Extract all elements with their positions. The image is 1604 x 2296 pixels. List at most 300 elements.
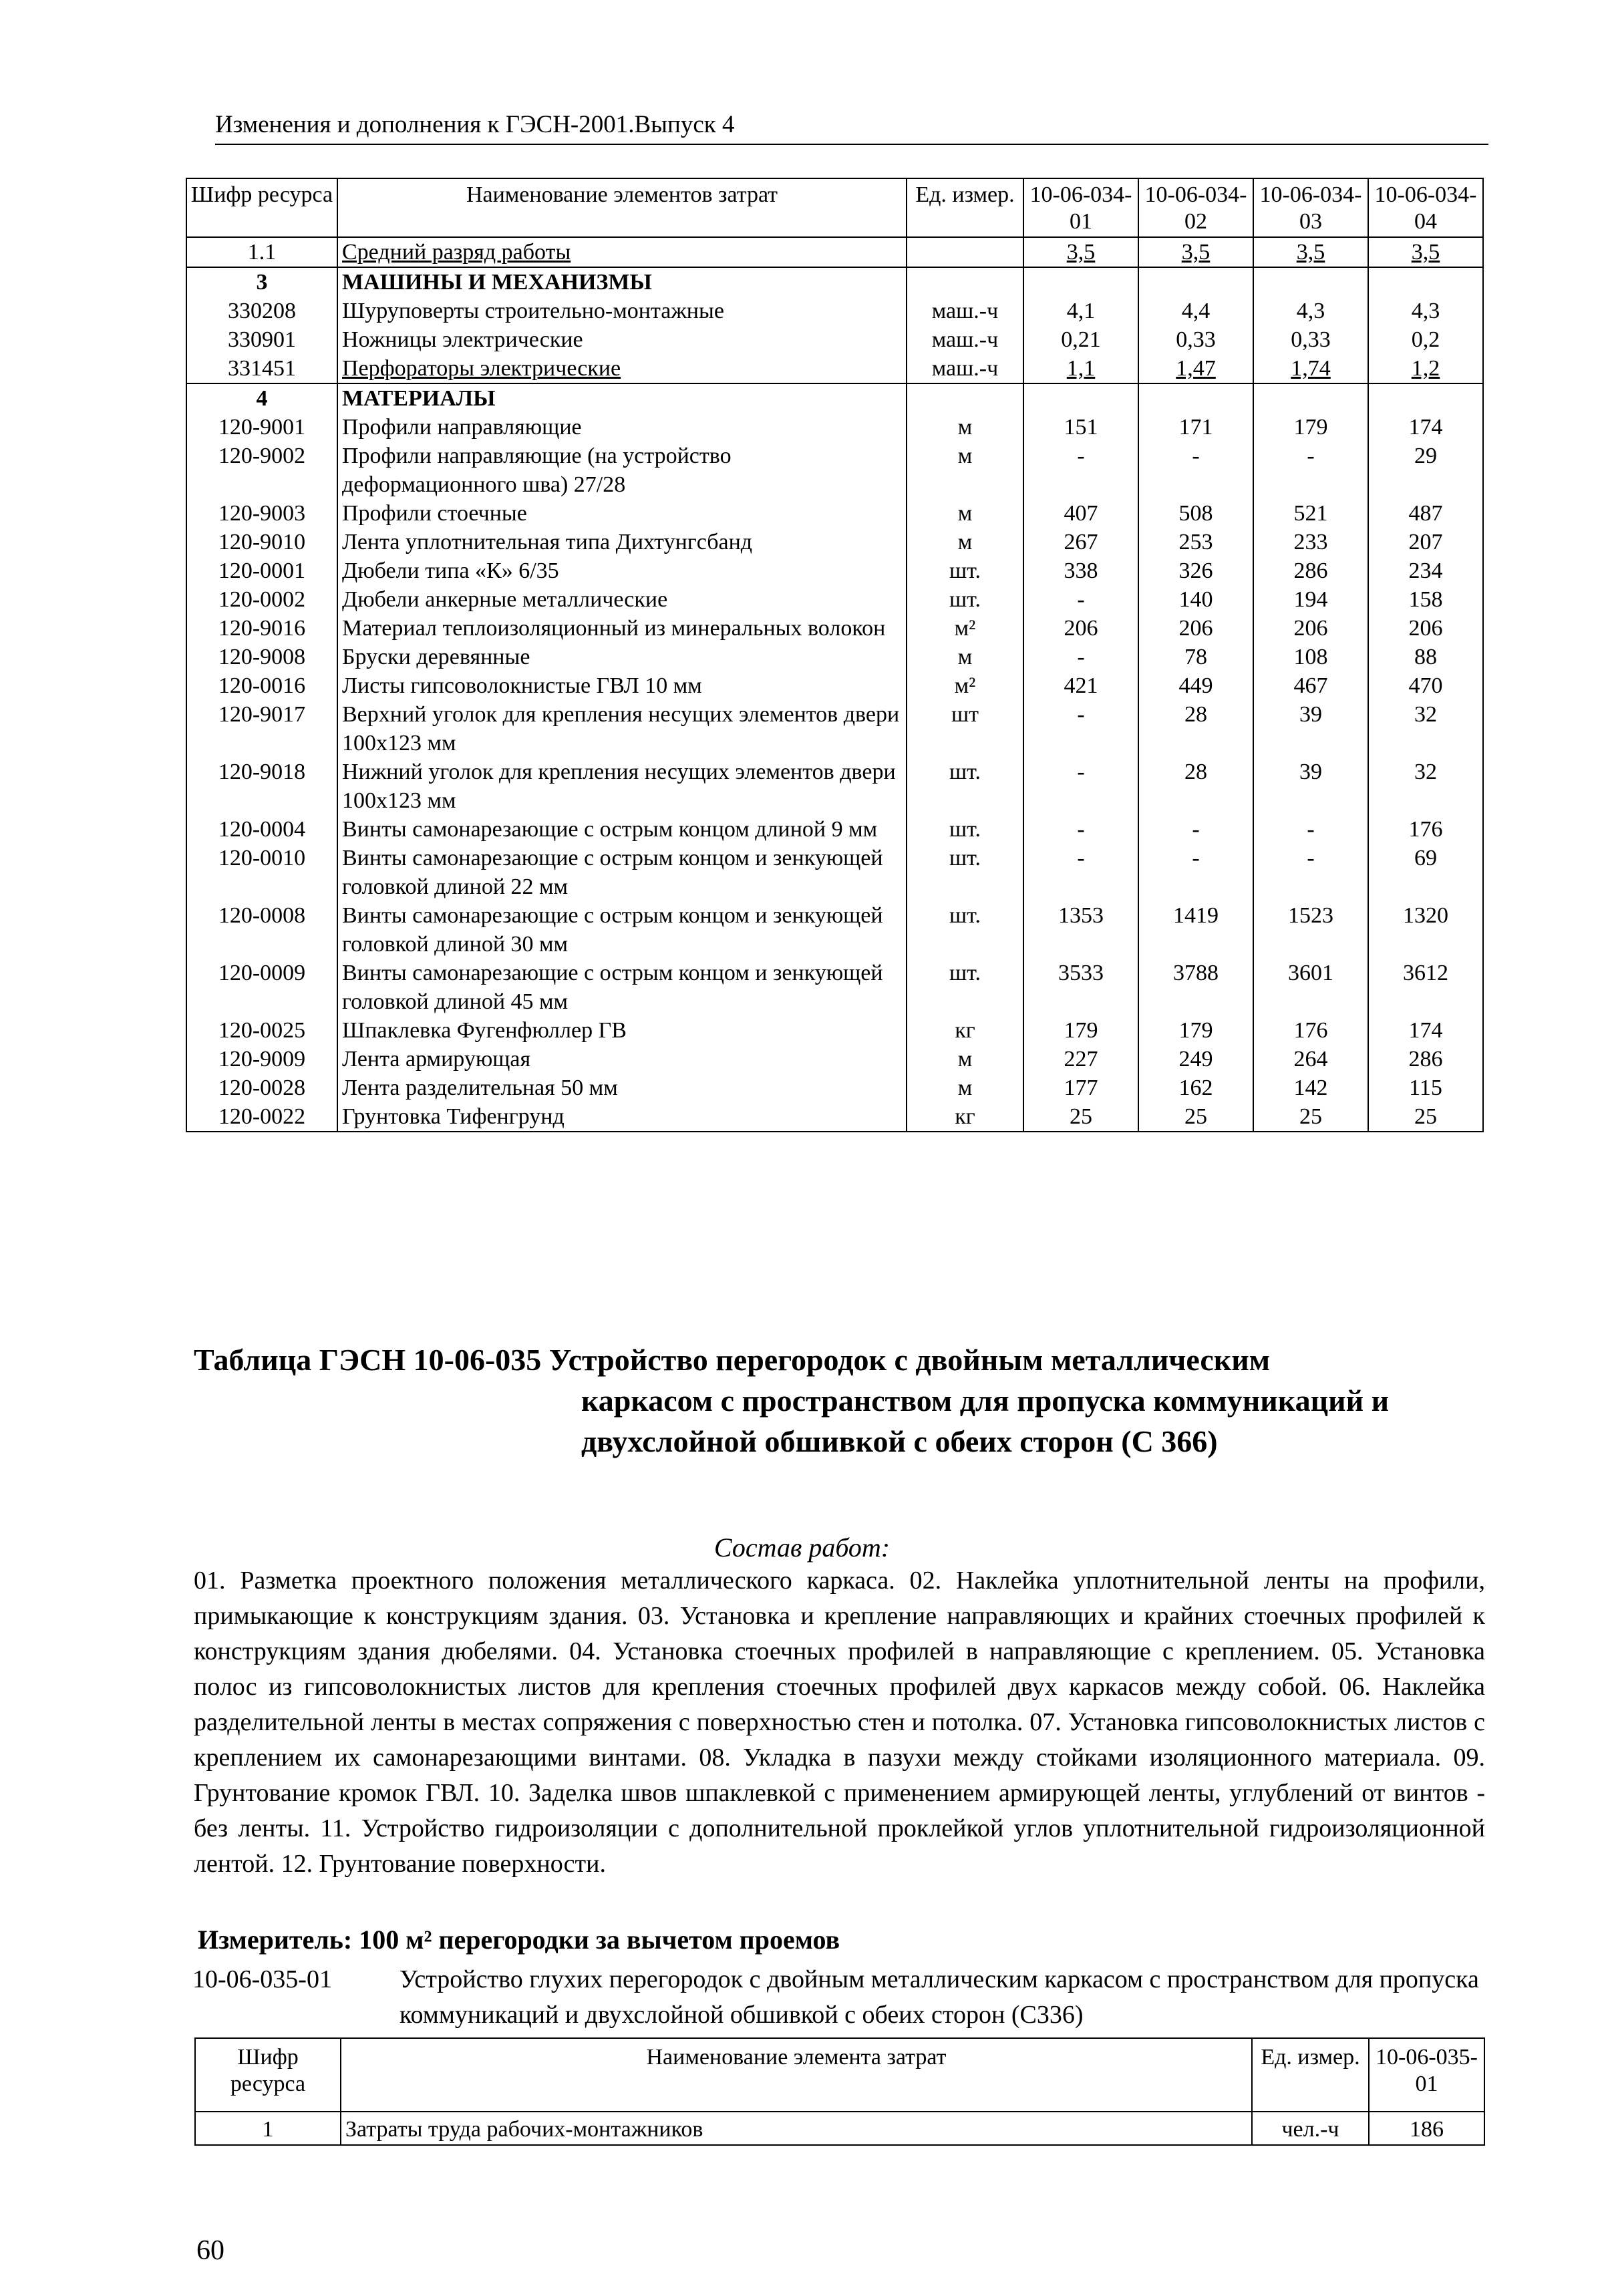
row-value-text: 69 [1414,846,1437,870]
row-value [1368,1102,1483,1132]
row-code-text: 120-0004 [218,817,306,842]
row-value-text: 162 [1178,1076,1213,1100]
row-value-text: 140 [1178,587,1213,612]
row-value-text: 151 [1064,415,1098,440]
composition-heading: Состав работ: [713,1532,891,1563]
row-value [1138,383,1253,413]
row-value-text: 249 [1178,1047,1213,1072]
row-value [1368,700,1483,758]
row-value [1253,758,1368,815]
row-code [186,1045,337,1074]
row-value [1368,901,1483,959]
title-line-2: каркасом с пространством для пропуска коммуникаций и [581,1383,1390,1418]
row-value [1253,442,1368,499]
row-value [1138,671,1253,700]
table-row [186,1016,1483,1045]
table-row [186,556,1483,585]
row-unit-text: шт. [949,587,981,612]
running-header: Изменения и дополнения к ГЭСН-2001.Выпуск 4 [215,111,735,138]
row-value-text: 179 [1293,415,1328,440]
row-value-text: 179 [1178,1018,1213,1043]
row-value [1138,959,1253,1016]
row-value [1023,297,1138,325]
row-name-text: Лента разделительная 50 мм [342,1076,618,1100]
row-unit [907,383,1023,413]
row-value [1138,1102,1253,1132]
table-row [186,237,1483,267]
row-value-text: 233 [1293,530,1328,554]
row-value [1253,556,1368,585]
table-row [186,267,1483,297]
row-code-text: 120-0002 [218,587,306,612]
row-unit-text: м [957,530,973,554]
row-unit-text: шт. [949,817,981,842]
row-code [186,671,337,700]
row-code [186,585,337,614]
row-value-text: 174 [1408,415,1443,440]
row-unit-text: маш.-ч [931,356,999,381]
row-value [1023,844,1138,901]
table-row [186,297,1483,325]
row-value [1138,237,1253,267]
row-name [337,1074,907,1102]
col-unit: Ед. измер. [907,178,1023,237]
row-value-text: 39 [1299,702,1322,727]
row-unit [907,267,1023,297]
row-value-text: 206 [1408,616,1443,641]
row-value [1253,237,1368,267]
norm-code: 10-06-035-01 [192,1965,332,1993]
row-value [1368,413,1483,442]
row-code-text: 120-9001 [218,415,306,440]
row-value [1368,297,1483,325]
row-name-text: Профили стоечные [342,501,527,526]
row-code-text: 120-9018 [218,760,306,784]
row-code-text: 330901 [228,327,296,352]
row-value-text: 174 [1408,1018,1443,1043]
row-code-text: 120-9010 [218,530,306,554]
row-name-text: Дюбели анкерные металлические [342,587,668,612]
row-value-text: 3612 [1403,961,1448,985]
row-unit [907,671,1023,700]
row-name [337,383,907,413]
row-value [1253,1045,1368,1074]
row-value [1253,383,1368,413]
row-value [1368,383,1483,413]
row-name-text: Перфораторы электрические [342,356,621,381]
row-name [337,442,907,499]
row-unit [907,700,1023,758]
row-value-text: - [1077,444,1085,468]
row-code-text: 120-0016 [218,673,306,698]
row-value-text: 3601 [1288,961,1333,985]
row-value-text: 1419 [1173,903,1219,928]
row-value [1368,585,1483,614]
row-value [1138,1016,1253,1045]
row-value [1023,442,1138,499]
row-unit [907,1016,1023,1045]
row-code-text: 120-9017 [218,702,306,727]
table-row [186,354,1483,383]
row-code-text: 120-0008 [218,903,306,928]
row-value-text: - [1307,444,1315,468]
row-name [337,1016,907,1045]
row-name [337,959,907,1016]
row-unit: чел.-ч [1252,2112,1369,2145]
row-value [1023,556,1138,585]
row-unit-text: м² [954,616,976,641]
table-row [195,2112,1484,2145]
row-code-text: 120-0001 [218,558,306,583]
row-value-text: 470 [1408,673,1443,698]
row-value [1253,1102,1368,1132]
row-value [1138,758,1253,815]
row-value-text: 4,3 [1296,299,1325,323]
row-value [1368,959,1483,1016]
row-value-text: 25 [1299,1104,1322,1129]
row-code-text: 120-9016 [218,616,306,641]
row-name-text: Листы гипсоволокнистые ГВЛ 10 мм [342,673,702,698]
col-name: Наименование элемента затрат [341,2038,1252,2112]
col-code: Шифр ресурса [195,2038,341,2112]
row-value [1138,556,1253,585]
row-name-text: Шуруповерты строительно-монтажные [342,299,724,323]
row-value-text: 407 [1064,501,1098,526]
row-code [186,237,337,267]
row-name-text: Шпаклевка Фугенфюллер ГВ [342,1018,627,1043]
row-unit-text: кг [955,1018,975,1043]
row-value [1023,815,1138,844]
table-row [186,758,1483,815]
row-unit-text: м [957,1076,973,1100]
row-value-text: 39 [1299,760,1322,784]
row-code-text: 331451 [228,356,296,381]
measure-unit: Измеритель: 100 м² перегородки за вычетом проемов [198,1925,840,1955]
row-value-text: 25 [1184,1104,1207,1129]
row-value-text: 194 [1293,587,1328,612]
table-row [186,614,1483,643]
row-unit [907,1074,1023,1102]
title-line-1: Таблица ГЭСН 10-06-035 Устройство перегородок с двойным металлическим [194,1343,1271,1377]
row-value [1138,700,1253,758]
row-name-text: Бруски деревянные [342,645,530,669]
row-name [337,1102,907,1132]
row-value [1138,844,1253,901]
row-code [186,844,337,901]
row-unit [907,643,1023,671]
row-name [337,758,907,815]
row-value [1368,354,1483,383]
row-value [1138,354,1253,383]
row-code [186,643,337,671]
row-value-text: 487 [1408,501,1443,526]
row-value [1023,1016,1138,1045]
row-unit [907,585,1023,614]
composition-text: 01. Разметка проектного положения металлического каркаса. 02. Наклейка уплотнительной ленты на профили, примыкающие к конструкциям здания. 03. Установка и крепление направляющих и крайних стоечных профилей к конструкциям здания дюбелями. 04. Установка стоечных профилей в направляющие с креплением. 05. Установка полос из гипсоволокнистых листов для крепления стоечных профилей двух каркасов между собой. 06. Наклейка разделительной ленты в местах сопряжения с поверхностью стен и потолка. 07. Установка гипсоволокнистых листов с креплением их самонарезающими винтами. 08. Укладка в пазухи между стойками изоляционного материала. 09. Грунтование кромок ГВЛ. 10. Заделка швов шпаклевкой с применением армирующей ленты, углублений от винтов - без ленты. 11. Устройство гидроизоляции с дополнительной проклейкой углов уплотнительной гидроизоляционной лентой. 12. Грунтование поверхности. [194,1567,1485,1878]
row-name-text: Ножницы электрические [342,327,583,352]
row-unit [907,1102,1023,1132]
row-unit [907,325,1023,354]
row-unit-text: м² [954,673,976,698]
row-value-text: 0,2 [1411,327,1440,352]
row-unit [907,901,1023,959]
row-unit [907,758,1023,815]
row-value-text: 521 [1293,501,1328,526]
col-034-04: 10-06-034-04 [1368,178,1483,237]
row-value [1138,413,1253,442]
row-value-text: - [1077,817,1085,842]
col-034-03: 10-06-034-03 [1253,178,1368,237]
row-value [1138,325,1253,354]
row-value [1368,237,1483,267]
row-value [1138,1045,1253,1074]
row-value [1368,1016,1483,1045]
row-value [1253,1074,1368,1102]
row-value-text: 206 [1293,616,1328,641]
row-code [186,700,337,758]
row-name-text: МАШИНЫ И МЕХАНИЗМЫ [342,270,652,295]
row-value [1023,499,1138,528]
row-name-text: Грунтовка Тифенгрунд [342,1104,565,1129]
row-value [1023,585,1138,614]
row-value [1368,1074,1483,1102]
row-code-text: 330208 [228,299,296,323]
row-value-text: 4,4 [1181,299,1211,323]
row-value-text: 177 [1064,1076,1098,1100]
row-value-text: - [1077,587,1085,612]
row-unit [907,354,1023,383]
row-value-text: 1320 [1403,903,1448,928]
row-value [1023,528,1138,556]
col-code: Шифр ресурса [186,178,337,237]
row-unit-text: м [957,1047,973,1072]
table-header-row [195,2038,1484,2112]
row-code [186,614,337,643]
row-name-text: Профили направляющие [342,415,582,440]
row-code [186,354,337,383]
row-unit [907,815,1023,844]
row-name [337,499,907,528]
row-value [1138,901,1253,959]
row-value-text: 28 [1184,760,1207,784]
row-value-text: - [1192,444,1200,468]
row-code-text: 120-9002 [218,444,306,468]
row-value-text: 115 [1409,1076,1442,1100]
row-value-text: 108 [1293,645,1328,669]
table-row [186,528,1483,556]
row-unit [907,297,1023,325]
row-value-text: 3,5 [1411,240,1440,265]
row-value-text: 142 [1293,1076,1328,1100]
title-line-3: двухслойной обшивкой с обеих сторон (С 366) [581,1424,1218,1458]
row-code [186,901,337,959]
row-value [1253,700,1368,758]
row-value-text: 467 [1293,673,1328,698]
row-code [186,1074,337,1102]
row-value: 186 [1369,2112,1484,2145]
row-value-text: 206 [1064,616,1098,641]
row-value-text: 4,1 [1066,299,1096,323]
row-value [1253,1016,1368,1045]
row-value-text: 1,2 [1411,356,1440,381]
row-value [1253,585,1368,614]
col-name: Наименование элементов затрат [337,178,907,237]
row-code [186,1102,337,1132]
row-unit [907,237,1023,267]
row-value [1023,614,1138,643]
row-code: 1 [195,2112,341,2145]
row-name-text: Винты самонарезающие с острым концом и зенкующей головкой длиной 30 мм [342,903,883,957]
row-value [1023,758,1138,815]
row-value [1253,901,1368,959]
row-code-text: 120-0022 [218,1104,306,1129]
row-unit-text: кг [955,1104,975,1129]
row-value [1253,643,1368,671]
row-code-text: 120-0010 [218,846,306,870]
table-row [186,844,1483,901]
row-value-text: 3,5 [1296,240,1325,265]
row-value-text: 286 [1408,1047,1443,1072]
row-value-text: 206 [1178,616,1213,641]
col-034-01: 10-06-034-01 [1023,178,1138,237]
row-code-text: 120-9008 [218,645,306,669]
row-value-text: 3,5 [1181,240,1211,265]
row-value [1023,959,1138,1016]
row-code-text: 120-0025 [218,1018,306,1043]
row-value-text: 179 [1064,1018,1098,1043]
row-name-text: Лента армирующая [342,1047,531,1072]
row-value [1023,700,1138,758]
row-name [337,267,907,297]
row-value [1368,325,1483,354]
col-035-01: 10-06-035-01 [1369,2038,1484,2112]
row-name-text: Профили направляющие (на устройство деформационного шва) 27/28 [342,444,732,497]
row-value [1253,499,1368,528]
row-code-text: 4 [256,386,268,411]
row-value [1368,671,1483,700]
row-value-text: 326 [1178,558,1213,583]
row-name [337,585,907,614]
row-code-text: 120-0009 [218,961,306,985]
row-value [1138,267,1253,297]
row-value-text: 88 [1414,645,1437,669]
row-unit [907,499,1023,528]
row-value-text: 0,33 [1176,327,1216,352]
row-value-text: - [1077,846,1085,870]
row-value [1253,528,1368,556]
row-unit-text: м [957,415,973,440]
row-value [1253,413,1368,442]
row-name [337,643,907,671]
row-value [1138,499,1253,528]
row-value [1368,556,1483,585]
table-row [186,1074,1483,1102]
row-value [1023,237,1138,267]
row-name [337,1045,907,1074]
row-value-text: 207 [1408,530,1443,554]
row-value-text: 0,21 [1061,327,1101,352]
row-value [1368,758,1483,815]
row-value-text: 25 [1070,1104,1092,1129]
row-value-text: - [1077,645,1085,669]
row-unit [907,556,1023,585]
row-unit-text: шт. [949,961,981,985]
row-value [1138,815,1253,844]
row-value [1023,1074,1138,1102]
row-code [186,758,337,815]
row-value [1253,671,1368,700]
table-body [186,237,1483,1132]
row-code-text: 120-9003 [218,501,306,526]
row-value [1023,643,1138,671]
table-row [186,1102,1483,1132]
row-unit [907,614,1023,643]
row-value [1023,267,1138,297]
row-value-text: 0,33 [1291,327,1331,352]
row-value [1368,614,1483,643]
row-code-text: 120-9009 [218,1047,306,1072]
row-value [1138,643,1253,671]
row-code [186,325,337,354]
table-row [186,383,1483,413]
row-value [1138,297,1253,325]
table-row [186,643,1483,671]
col-unit: Ед. измер. [1252,2038,1369,2112]
row-name [337,901,907,959]
table-row [186,815,1483,844]
row-value-text: 25 [1414,1104,1437,1129]
row-unit [907,1045,1023,1074]
table-header-row [186,178,1483,237]
row-name-text: Винты самонарезающие с острым концом длиной 9 мм [342,817,878,842]
row-unit [907,413,1023,442]
row-unit [907,844,1023,901]
row-code [186,1016,337,1045]
page-number: 60 [196,2235,224,2266]
row-value [1253,959,1368,1016]
row-value [1023,671,1138,700]
row-code [186,499,337,528]
row-value-text: - [1192,846,1200,870]
row-value-text: 171 [1178,415,1213,440]
row-name: Затраты труда рабочих-монтажников [341,2112,1252,2145]
row-value-text: 3,5 [1066,240,1096,265]
row-name-text: Дюбели типа «К» 6/35 [342,558,559,583]
row-code [186,442,337,499]
table-row [186,959,1483,1016]
row-value-text: 1523 [1288,903,1333,928]
row-value-text: - [1077,760,1085,784]
header-rule [215,144,1488,145]
row-name-text: МАТЕРИАЛЫ [342,386,496,411]
row-value-text: 338 [1064,558,1098,583]
table-row [186,499,1483,528]
row-name [337,844,907,901]
row-value [1023,325,1138,354]
row-code [186,959,337,1016]
row-value-text: 286 [1293,558,1328,583]
row-value-text: 267 [1064,530,1098,554]
row-code-text: 1.1 [247,240,277,265]
row-value-text: 32 [1414,760,1437,784]
row-value-text: 28 [1184,702,1207,727]
col-034-02: 10-06-034-02 [1138,178,1253,237]
row-code [186,267,337,297]
row-value-text: 1,47 [1176,356,1216,381]
row-value [1253,815,1368,844]
row-name [337,528,907,556]
row-code [186,815,337,844]
